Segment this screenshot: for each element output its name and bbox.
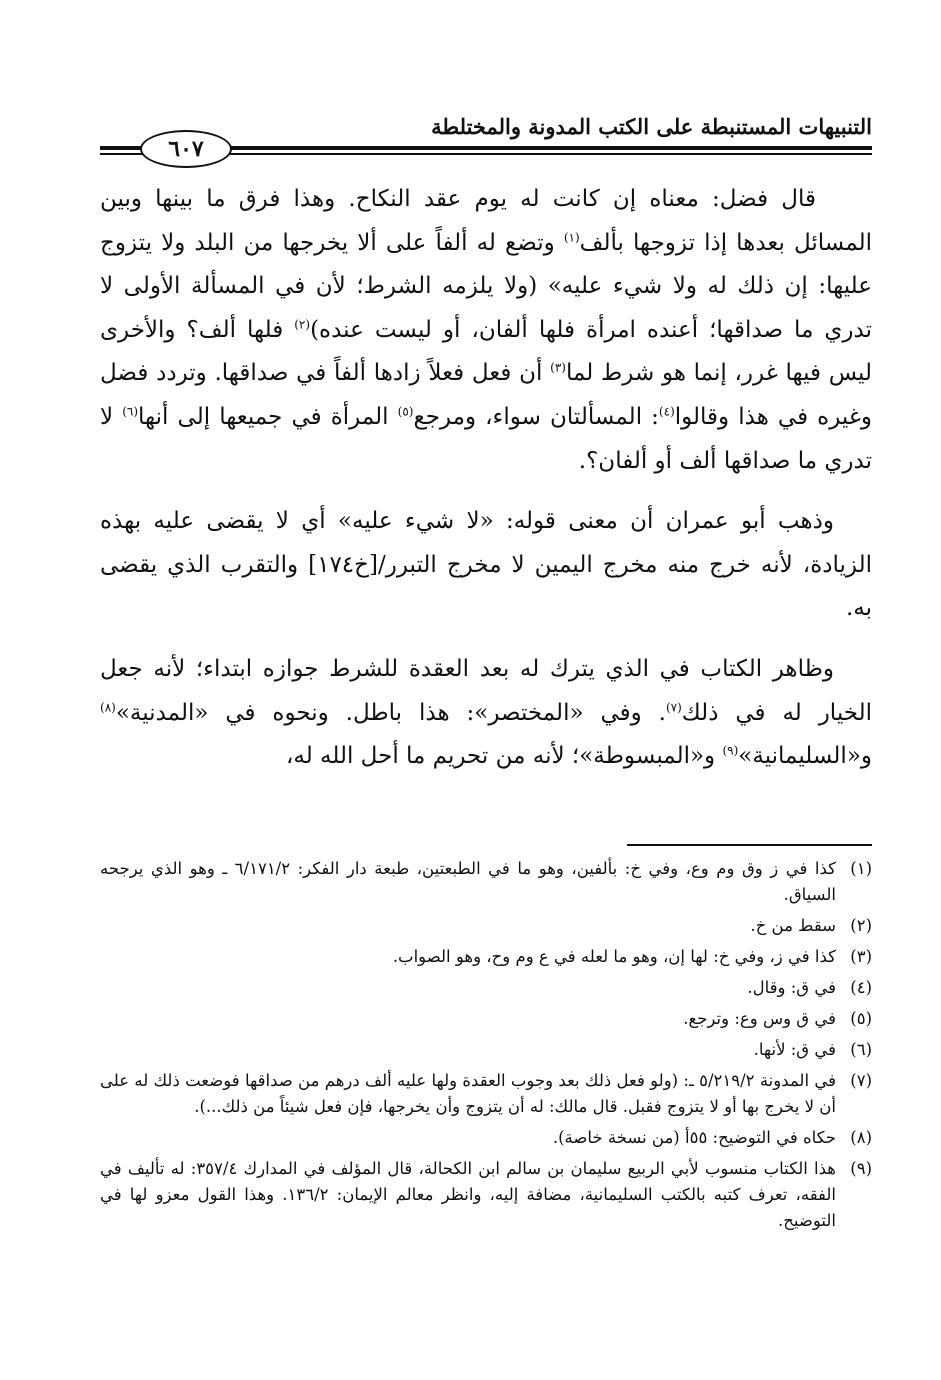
footnote-8 <box>100 1125 872 1151</box>
page-header <box>100 100 872 162</box>
text-segment: وظاهر الكتاب في الذي يترك له بعد العقدة للشرط جوازه ابتداء؛ لأنه جعل الخيار له في ذلك <box>100 655 873 726</box>
footnote-ref-3[interactable]: (٣) <box>550 360 566 375</box>
footnote-text: كذا في ز، وفي خ: لها إن، وهو ما لعله في ع وم وح، وهو الصواب. <box>392 947 836 966</box>
footnote-number: (١) <box>850 859 872 878</box>
running-title: التنبيهات المستنبطة على الكتب المدونة والمختلطة <box>431 114 872 139</box>
footnote-text: في المدونة ٥/٢١٩/٢ ـ: (ولو فعل ذلك بعد وجوب العقدة ولها عليه ألف درهم من صداقها فوضعت ذلك له على أن لا يخرج بها أو لا يتزوج فقبل. قال مالك: له أن يتزوج وأن يخرجها، فإن فعل شيئاً من ذلك...). <box>100 1071 836 1116</box>
text-segment: وذهب أبو عمران أن معنى قوله: «لا شيء عليه» أي لا يقضى عليه بهذه الزيادة، لأنه خرج منه مخرج اليمين لا مخرج التبرر/[خ١٧٤] والتقرب الذي يقضى به. <box>100 508 872 622</box>
paragraph-3 <box>100 648 872 779</box>
text-segment: لا تدري ما صداقها ألف أو ألفان؟. <box>100 403 872 474</box>
footnote-2 <box>100 913 872 939</box>
footnote-text: حكاه في التوضيح: ٥٥أ (من نسخة خاصة). <box>552 1128 836 1147</box>
paragraph-2 <box>100 500 872 631</box>
footnote-number: (٢) <box>850 916 872 935</box>
footnote-text: في ق: وقال. <box>747 978 836 997</box>
text-segment: فلها ألف؟ والأخرى ليس فيها غرر، إنما هو شرط لما <box>100 316 872 387</box>
text-segment: المرأة في جميعها إلى أنها <box>138 403 398 430</box>
footnote-text: كذا في ز وق وم وع، وفي خ: بألفين، وهو ما في الطبعتين، طبعة دار الفكر: ٦/١٧١/٢ ـ وهو الذي يرجحه السياق. <box>100 859 836 904</box>
footnote-number: (٩) <box>850 1159 872 1178</box>
footnotes <box>100 856 872 1239</box>
footnote-ref-5[interactable]: (٥) <box>397 404 414 419</box>
footnote-ref-7[interactable]: (٧) <box>665 699 682 714</box>
footnote-ref-1[interactable]: (١) <box>563 229 580 244</box>
book-page <box>100 100 872 1320</box>
page-number: ٦٠٧ <box>140 130 232 168</box>
text-segment: . وفي «المختصر»: هذا باطل. ونحوه في «المدنية» <box>115 699 666 726</box>
text-segment: و«المبسوطة»؛ لأنه من تحريم ما أحل الله له، <box>285 743 723 770</box>
footnote-text: سقط من خ. <box>750 916 836 935</box>
text-segment: : المسألتان سواء، ومرجع <box>413 403 659 430</box>
footnote-number: (٥) <box>850 1009 872 1028</box>
footnote-number: (٨) <box>850 1128 872 1147</box>
footnote-1 <box>100 856 872 908</box>
footnote-9 <box>100 1156 872 1234</box>
footnote-number: (٦) <box>850 1040 872 1059</box>
text-segment: و«السليمانية» <box>738 743 872 770</box>
footnote-ref-8[interactable]: (٨) <box>100 699 116 714</box>
footnote-number: (٧) <box>850 1071 872 1090</box>
footnote-4 <box>100 975 872 1001</box>
paragraph-1 <box>100 178 872 483</box>
text-segment: قال فضل: معناه إن كانت له يوم عقد النكاح. وهذا فرق ما بينها وبين المسائل بعدها إذا تزوجها بألف <box>100 186 873 256</box>
main-text <box>100 178 872 779</box>
footnote-text: في ق وس وع: وترجع. <box>683 1009 836 1028</box>
footnote-number: (٤) <box>850 978 872 997</box>
text-segment: أن فعل فعلاً زادها ألفاً في صداقها. وتردد فضل وغيره في هذا وقالوا <box>100 360 872 430</box>
footnote-ref-4[interactable]: (٤) <box>658 404 675 419</box>
footnote-ref-2[interactable]: (٢) <box>294 317 311 332</box>
footnote-7 <box>100 1068 872 1120</box>
footnote-text: في ق: لأنها. <box>753 1040 836 1059</box>
footnote-separator <box>627 844 872 846</box>
footnote-5 <box>100 1006 872 1032</box>
footnote-6 <box>100 1037 872 1063</box>
footnote-ref-9[interactable]: (٩) <box>722 743 739 758</box>
text-segment: وتضع له ألفاً على ألا يخرجها من البلد ولا يتزوج عليها: إن ذلك له ولا شيء عليه» (ولا يلزمه الشرط؛ لأن في المسألة الأولى لا تدري ما صداقها؛ أعنده امرأة فلها ألفان، أو ليست عنده) <box>100 229 872 343</box>
footnote-3 <box>100 944 872 970</box>
footnote-number: (٣) <box>850 947 872 966</box>
footnote-ref-6[interactable]: (٦) <box>122 404 139 419</box>
footnote-text: هذا الكتاب منسوب لأبي الربيع سليمان بن سالم ابن الكحالة، قال المؤلف في المدارك ٣٥٧/٤: له تأليف في الفقه، تعرف كتبه بالكتب السليمانية، مضافة إليه، وانظر معالم الإيمان: ١٣٦/٢. وهذا القول معزو لها في التوضيح. <box>100 1159 836 1230</box>
